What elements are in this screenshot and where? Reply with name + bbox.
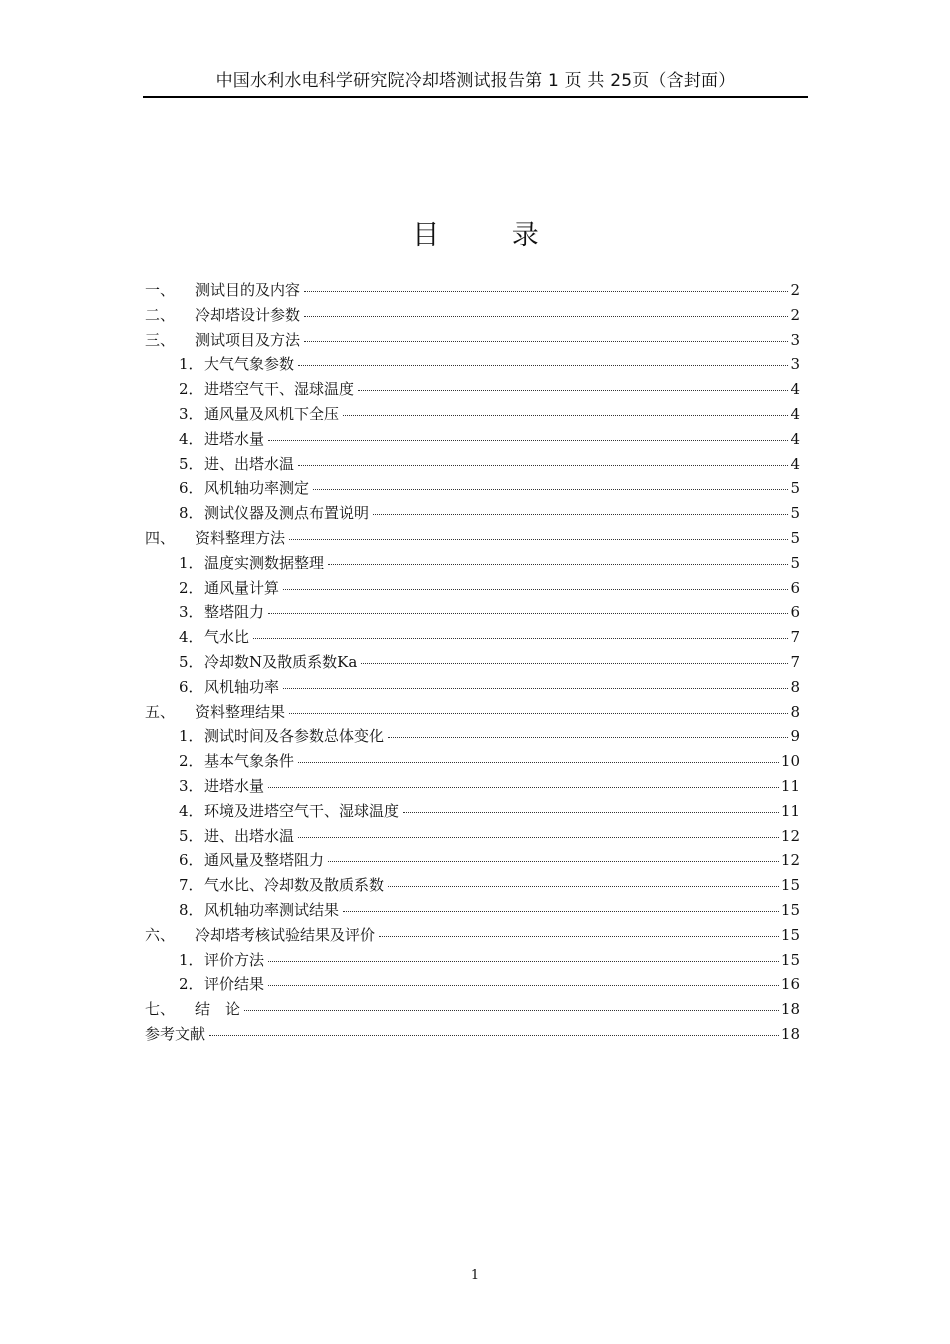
toc-entry-label: 进、出塔水温: [204, 454, 295, 473]
toc-entry-label: 风机轴功率测试结果: [204, 900, 340, 919]
toc-entry-page: 6: [790, 603, 800, 622]
toc-leader-dots: [379, 935, 779, 937]
toc-leader-dots: [289, 712, 788, 714]
toc-entry-number: 5．: [179, 826, 204, 845]
toc-entry-number: 六、: [145, 925, 176, 944]
toc-leader-dots: [298, 761, 779, 763]
toc-entry-page: 5: [790, 504, 800, 523]
toc-entry-page: 4: [790, 429, 800, 448]
toc-entry-number: 1．: [179, 553, 204, 572]
toc-entry-number: 七、: [145, 1000, 176, 1019]
toc-leader-dots: [289, 538, 788, 540]
toc-entry-page: 18: [780, 1000, 800, 1019]
toc-entry[interactable]: [145, 552, 800, 577]
toc-leader-dots: [373, 513, 788, 515]
toc-entry-page: 8: [790, 677, 800, 696]
toc-entry[interactable]: [145, 924, 800, 949]
toc-entry-label: 资料整理结果: [195, 702, 286, 721]
toc-entry-page: 15: [780, 925, 800, 944]
toc-leader-dots: [313, 488, 788, 490]
toc-entry-label: 通风量及整塔阻力: [204, 851, 325, 870]
toc-entry-number: 2．: [179, 752, 204, 771]
toc-leader-dots: [283, 687, 788, 689]
toc-entry-page: 15: [780, 950, 800, 969]
toc-title: [143, 213, 808, 252]
toc-leader-dots: [298, 464, 788, 466]
toc-leader-dots: [343, 910, 779, 912]
toc-entry-page: 18: [780, 1024, 800, 1043]
toc-entry-number: 2．: [179, 975, 204, 994]
toc-entry-label: 评价方法: [204, 950, 265, 969]
toc-entry-label: 测试时间及各参数总体变化: [204, 727, 385, 746]
toc-entry-page: 4: [790, 454, 800, 473]
toc-entry[interactable]: [145, 577, 800, 602]
toc-entry[interactable]: [145, 825, 800, 850]
toc-entry-label: 测试目的及内容: [195, 281, 301, 299]
toc-entry[interactable]: [145, 701, 800, 726]
toc-entry-label: 进塔水量: [204, 429, 265, 448]
toc-entry-page: 11: [780, 776, 800, 795]
toc-entry-label: 冷却数N及散质系数Ka: [204, 652, 358, 671]
toc-entry-number: 1．: [179, 727, 204, 746]
toc-leader-dots: [304, 290, 788, 292]
toc-entry[interactable]: [145, 800, 800, 825]
toc-entry[interactable]: [145, 279, 800, 304]
toc-entry-number: 二、: [145, 305, 176, 324]
toc-entry-label: 进塔水量: [204, 776, 265, 795]
toc-entry-label: 测试项目及方法: [195, 330, 301, 349]
toc-entry-label: 测试仪器及测点布置说明: [204, 504, 370, 523]
toc-leader-dots: [304, 315, 788, 317]
toc-leader-dots: [268, 984, 779, 986]
toc-leader-dots: [298, 836, 779, 838]
toc-entry-label: 资料整理方法: [195, 528, 286, 547]
toc-entry-page: 4: [790, 380, 800, 399]
toc-entry[interactable]: [145, 626, 800, 651]
toc-entry-number: 1．: [179, 355, 204, 374]
toc-entry-label: 进、出塔水温: [204, 826, 295, 845]
toc-leader-dots: [268, 960, 779, 962]
toc-entry[interactable]: [145, 676, 800, 701]
toc-entry[interactable]: [145, 651, 800, 676]
toc-leader-dots: [388, 885, 779, 887]
toc-entry-number: 5．: [179, 454, 204, 473]
toc-entry-number: 7．: [179, 876, 204, 895]
toc-entry-label: 大气气象参数: [204, 355, 295, 374]
toc-entry-number: 6．: [179, 851, 204, 870]
toc-entry-page: 15: [780, 876, 800, 895]
toc-entry-label: 结 论: [195, 1000, 241, 1019]
toc-entry[interactable]: [145, 973, 800, 998]
toc-entry[interactable]: [145, 725, 800, 750]
toc-entry-number: 五、: [145, 702, 176, 721]
toc-entry-label: 风机轴功率测定: [204, 479, 310, 498]
toc-leader-dots: [268, 786, 779, 788]
toc-entry-page: 2: [790, 281, 800, 299]
toc-entry-page: 8: [790, 702, 800, 721]
toc-entry[interactable]: [145, 750, 800, 775]
toc-entry-page: 10: [780, 752, 800, 771]
toc-leader-dots: [268, 439, 788, 441]
toc-entry-label: 冷却塔考核试验结果及评价: [195, 925, 376, 944]
toc-entry-label: 温度实测数据整理: [204, 553, 325, 572]
toc-entry[interactable]: [145, 899, 800, 924]
toc-entry-page: 2: [790, 305, 800, 324]
toc-leader-dots: [268, 612, 788, 614]
page-number: 1: [470, 1268, 480, 1283]
toc-entry-page: 12: [780, 826, 800, 845]
toc-entry[interactable]: [145, 874, 800, 899]
toc-leader-dots: [298, 364, 788, 366]
page-header: 中国水利水电科学研究院冷却塔测试报告第 1 页 共 25页（含封面）: [215, 71, 736, 91]
toc-entry[interactable]: [145, 949, 800, 974]
toc-entry[interactable]: [145, 304, 800, 329]
toc-entry-number: 一、: [145, 281, 176, 299]
toc-entry-number: 3．: [179, 603, 204, 622]
toc-leader-dots: [343, 414, 788, 416]
toc-entry-label: 进塔空气干、湿球温度: [204, 380, 355, 399]
toc-title-char-1: 目: [412, 220, 440, 251]
toc-entry-number: 8．: [179, 900, 204, 919]
toc-entry-number: 1．: [179, 950, 204, 969]
toc-entry[interactable]: [145, 601, 800, 626]
toc-entry-number: 2．: [179, 578, 204, 597]
toc-leader-dots: [304, 340, 788, 342]
toc-entry[interactable]: [145, 353, 800, 378]
toc-entry-label: 气水比、冷却数及散质系数: [204, 876, 385, 895]
toc-entry-page: 7: [790, 628, 800, 647]
toc-leader-dots: [253, 637, 788, 639]
toc-title-char-2: 录: [511, 220, 539, 251]
toc-leader-dots: [283, 588, 788, 590]
toc-entry-number: 3．: [179, 776, 204, 795]
toc-entry-page: 12: [780, 851, 800, 870]
toc-entry[interactable]: [145, 775, 800, 800]
toc-entry-number: 三、: [145, 330, 176, 349]
toc-entry-page: 5: [790, 479, 800, 498]
toc-entry-page: 3: [790, 355, 800, 374]
toc-entry-label: 评价结果: [204, 975, 265, 994]
toc-entry-page: 4: [790, 404, 800, 423]
toc-entry[interactable]: [145, 477, 800, 502]
toc-leader-dots: [358, 389, 788, 391]
toc-entry-page: 3: [790, 330, 800, 349]
toc-leader-dots: [361, 662, 788, 664]
toc-entry-label: 冷却塔设计参数: [195, 305, 301, 324]
toc-entry-label: 通风量及风机下全压: [204, 404, 340, 423]
toc-entry[interactable]: [145, 403, 800, 428]
toc-entry-page: 11: [780, 801, 800, 820]
toc-leader-dots: [328, 860, 779, 862]
toc-entry[interactable]: [145, 428, 800, 453]
toc-entry-number: 6．: [179, 479, 204, 498]
toc-entry-page: 5: [790, 528, 800, 547]
toc-entry[interactable]: [145, 453, 800, 478]
toc-entry-page: 7: [790, 652, 800, 671]
toc-entry[interactable]: [145, 502, 800, 527]
toc-entry-number: 4．: [179, 801, 204, 820]
toc-entry[interactable]: [145, 998, 800, 1023]
toc-entry[interactable]: [145, 527, 800, 552]
toc-entry-number: 4．: [179, 628, 204, 647]
toc-entry-label: 参考文献: [145, 1024, 206, 1043]
toc-leader-dots: [403, 811, 779, 813]
toc-entry-label: 通风量计算: [204, 578, 280, 597]
toc-entry-page: 15: [780, 900, 800, 919]
header-divider: [143, 96, 808, 98]
toc-entry[interactable]: [145, 329, 800, 354]
toc-entry[interactable]: [145, 1023, 800, 1048]
toc-entry-label: 环境及进塔空气干、湿球温度: [204, 801, 400, 820]
toc-entry-number: 4．: [179, 429, 204, 448]
toc-entry[interactable]: [145, 378, 800, 403]
toc-entry-number: 5．: [179, 652, 204, 671]
toc-leader-dots: [328, 563, 788, 565]
toc-entry-page: 5: [790, 553, 800, 572]
toc-entry-label: 基本气象条件: [204, 752, 295, 771]
toc-entry-number: 3．: [179, 404, 204, 423]
toc-entry-label: 气水比: [204, 628, 250, 647]
toc-entry-number: 2．: [179, 380, 204, 399]
table-of-contents: [145, 279, 800, 1048]
toc-entry[interactable]: [145, 849, 800, 874]
toc-entry-label: 风机轴功率: [204, 677, 280, 696]
toc-leader-dots: [388, 736, 788, 738]
toc-entry-page: 9: [790, 727, 800, 746]
toc-entry-number: 四、: [145, 528, 176, 547]
toc-entry-label: 整塔阻力: [204, 603, 265, 622]
toc-entry-number: 8．: [179, 504, 204, 523]
toc-entry-page: 16: [780, 975, 800, 994]
toc-leader-dots: [244, 1009, 779, 1011]
toc-leader-dots: [209, 1034, 779, 1036]
toc-entry-page: 6: [790, 578, 800, 597]
toc-entry-number: 6．: [179, 677, 204, 696]
